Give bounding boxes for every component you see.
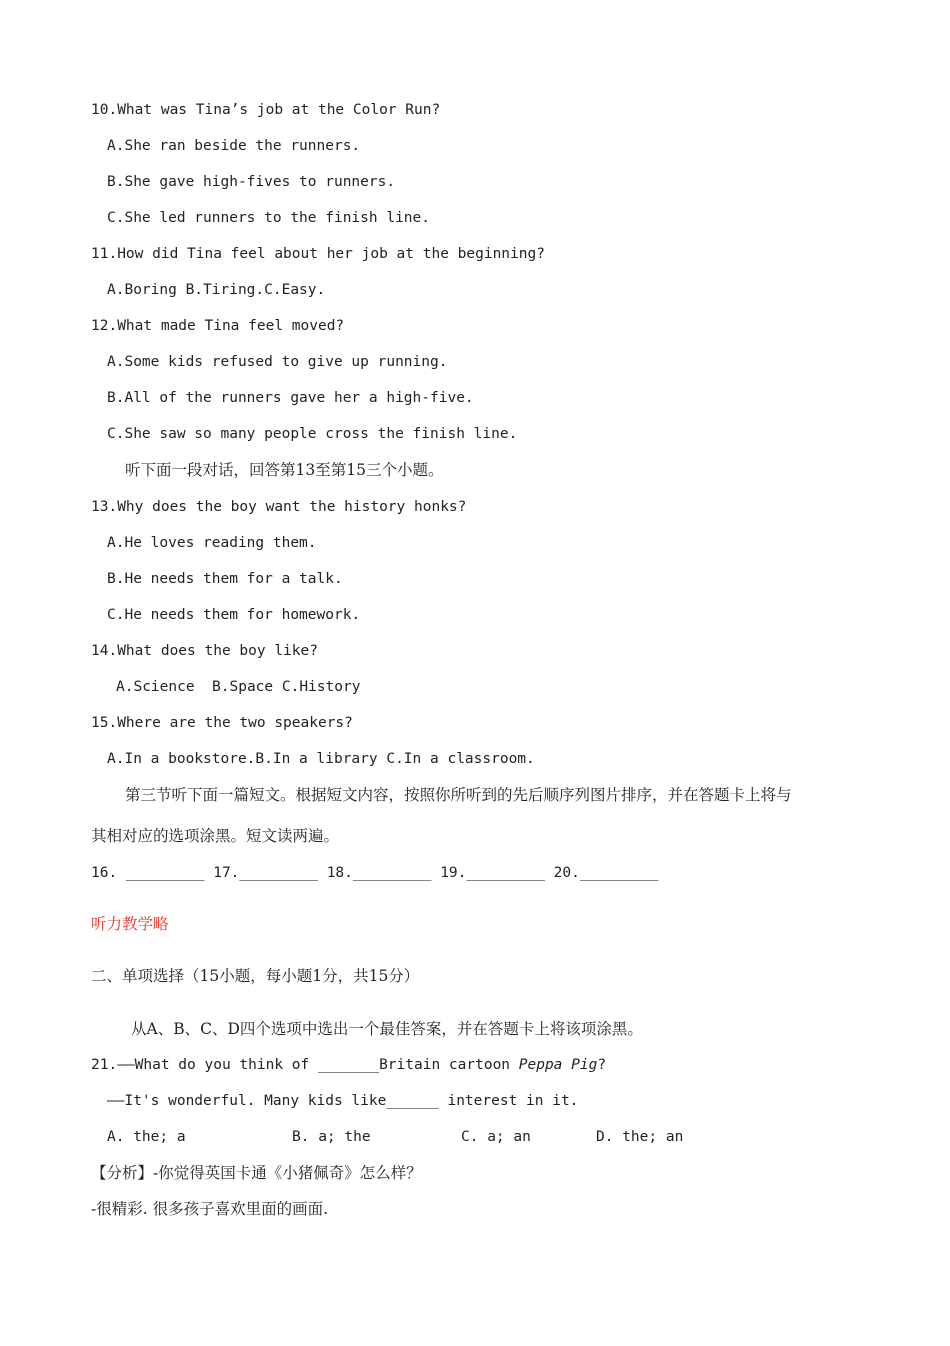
question-12-option-a: A.Some kids refused to give up running. <box>107 354 448 370</box>
question-12-option-b: B.All of the runners gave her a high-five. <box>107 390 474 406</box>
question-13-option-c: C.He needs them for homework. <box>107 607 361 623</box>
instruction-13-15: 听下面一段对话，回答第13至第15三个小题。 <box>125 461 444 479</box>
question-21-option-b: B. a; the <box>292 1129 371 1145</box>
question-21-option-c: C. a; an <box>461 1129 531 1145</box>
question-21-option-d: D. the; an <box>596 1129 684 1145</box>
question-15-options: A.In a bookstore.B.In a library C.In a classroom. <box>107 751 535 767</box>
question-10-option-b: B.She gave high-fives to runners. <box>107 174 396 190</box>
question-12-stem: 12.What made Tina feel moved? <box>91 318 345 334</box>
answer-blanks-16-20: 16. _________ 17._________ 18._________ 19._________ 20._________ <box>91 865 659 881</box>
question-21-option-a: A. the; a <box>107 1129 186 1145</box>
question-10-option-a: A.She ran beside the runners. <box>107 138 361 154</box>
question-10-option-c: C.She led runners to the finish line. <box>107 210 431 226</box>
question-10-stem: 10.What was Tina’s job at the Color Run? <box>91 102 441 118</box>
question-13-option-a: A.He loves reading them. <box>107 535 317 551</box>
section-3-instruction-line2: 其相对应的选项涂黑。短文读两遍。 <box>91 827 340 845</box>
question-13-stem: 13.Why does the boy want the history honks? <box>91 499 467 515</box>
question-13-option-b: B.He needs them for a talk. <box>107 571 343 587</box>
analysis-line2: -很精彩. 很多孩子喜欢里面的画面. <box>91 1200 329 1218</box>
question-21-stem-end: ? <box>597 1057 607 1073</box>
question-11-options: A.Boring B.Tiring.C.Easy. <box>107 282 326 298</box>
part-2-instruction: 从A、B、C、D四个选项中选出一个最佳答案，并在答题卡上将该项涂黑。 <box>131 1020 643 1038</box>
question-21-reply: ——It's wonderful. Many kids like______ interest in it. <box>107 1093 579 1109</box>
cartoon-title: Peppa Pig <box>518 1057 598 1073</box>
question-12-option-c: C.She saw so many people cross the finish line. <box>107 426 518 442</box>
analysis-line1: 【分析】-你觉得英国卡通《小猪佩奇》怎么样？ <box>91 1164 422 1182</box>
listening-note: 听力教学略 <box>91 915 169 933</box>
question-21-stem-text: 21.——What do you think of _______Britain cartoon <box>91 1057 519 1073</box>
question-15-stem: 15.Where are the two speakers? <box>91 715 353 731</box>
section-3-instruction-line1: 第三节听下面一篇短文。根据短文内容，按照你所听到的先后顺序列图片排序，并在答题卡上将与 <box>125 786 792 804</box>
question-21-stem <box>91 1055 606 1075</box>
question-11-stem: 11.How did Tina feel about her job at the beginning? <box>91 246 545 262</box>
question-14-stem: 14.What does the boy like? <box>91 643 318 659</box>
question-14-options: A.Science B.Space C.History <box>116 679 361 695</box>
part-2-title: 二、单项选择（15小题，每小题1分，共15分） <box>91 967 420 985</box>
